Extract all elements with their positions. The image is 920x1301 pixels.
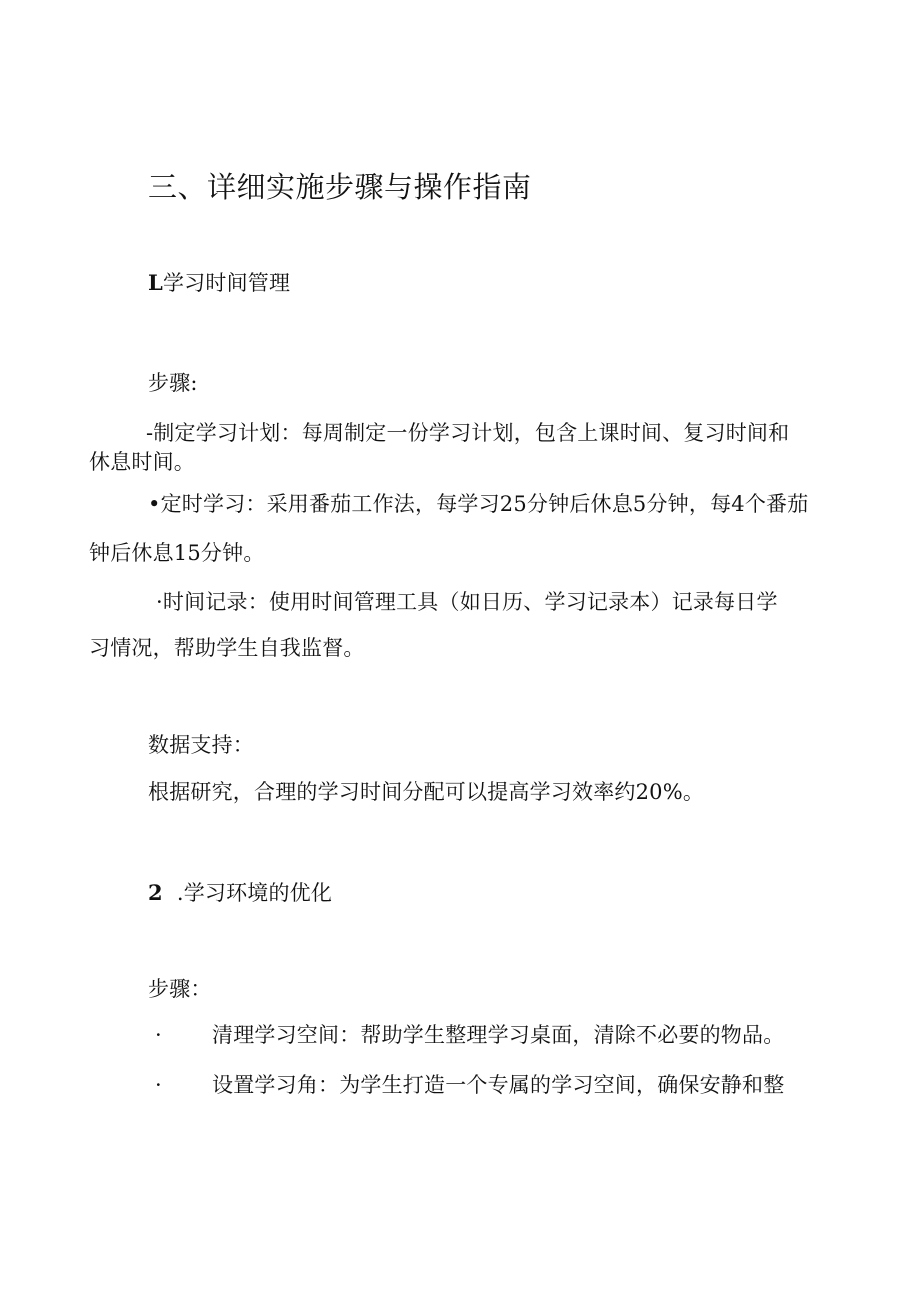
step-1-3-line-2: 习情况，帮助学生自我监督。 (89, 636, 365, 660)
section-1-number: L (148, 270, 163, 295)
step-1-1-line-2: 休息时间。 (89, 450, 195, 474)
step-2-2-marker: · (155, 1073, 162, 1097)
data-support-label: 数据支持： (148, 733, 254, 757)
section-2-steps-label: 步骤： (148, 977, 212, 1001)
section-1-steps-label: 步骤: (148, 371, 198, 395)
data-support-text: 根据研究，合理的学习时间分配可以提高学习效率约20%。 (148, 780, 705, 804)
section-1-title (148, 271, 290, 295)
step-1-1-marker: - (146, 421, 154, 445)
step-1-1-line-1: -制定学习计划：每周制定一份学习计划，包含上课时间、复习时间和 (146, 421, 790, 445)
step-2-1-text: 清理学习空间：帮助学生整理学习桌面，清除不必要的物品。 (212, 1023, 785, 1047)
section-1-title-text: 学习时间管理 (162, 271, 291, 295)
step-1-2-marker: • (148, 492, 161, 516)
step-1-2-line-2: 钟后休息15分钟。 (89, 541, 265, 565)
section-2-title (148, 881, 332, 905)
step-2-1-marker: · (155, 1023, 162, 1047)
section-2-number: 2 (148, 880, 163, 905)
step-1-3-line-1: ·时间记录：使用时间管理工具（如日历、学习记录本）记录每日学 (156, 590, 778, 614)
page-heading: 三、详细实施步骤与操作指南 (148, 170, 532, 204)
step-2-2-text: 设置学习角：为学生打造一个专属的学习空间，确保安静和整 (212, 1073, 785, 1097)
step-1-2-line-1: •定时学习：采用番茄工作法，每学习25分钟后休息5分钟，每4个番茄 (148, 492, 809, 516)
step-1-3-marker: · (156, 590, 163, 614)
section-2-title-text: .学习环境的优化 (176, 881, 333, 905)
